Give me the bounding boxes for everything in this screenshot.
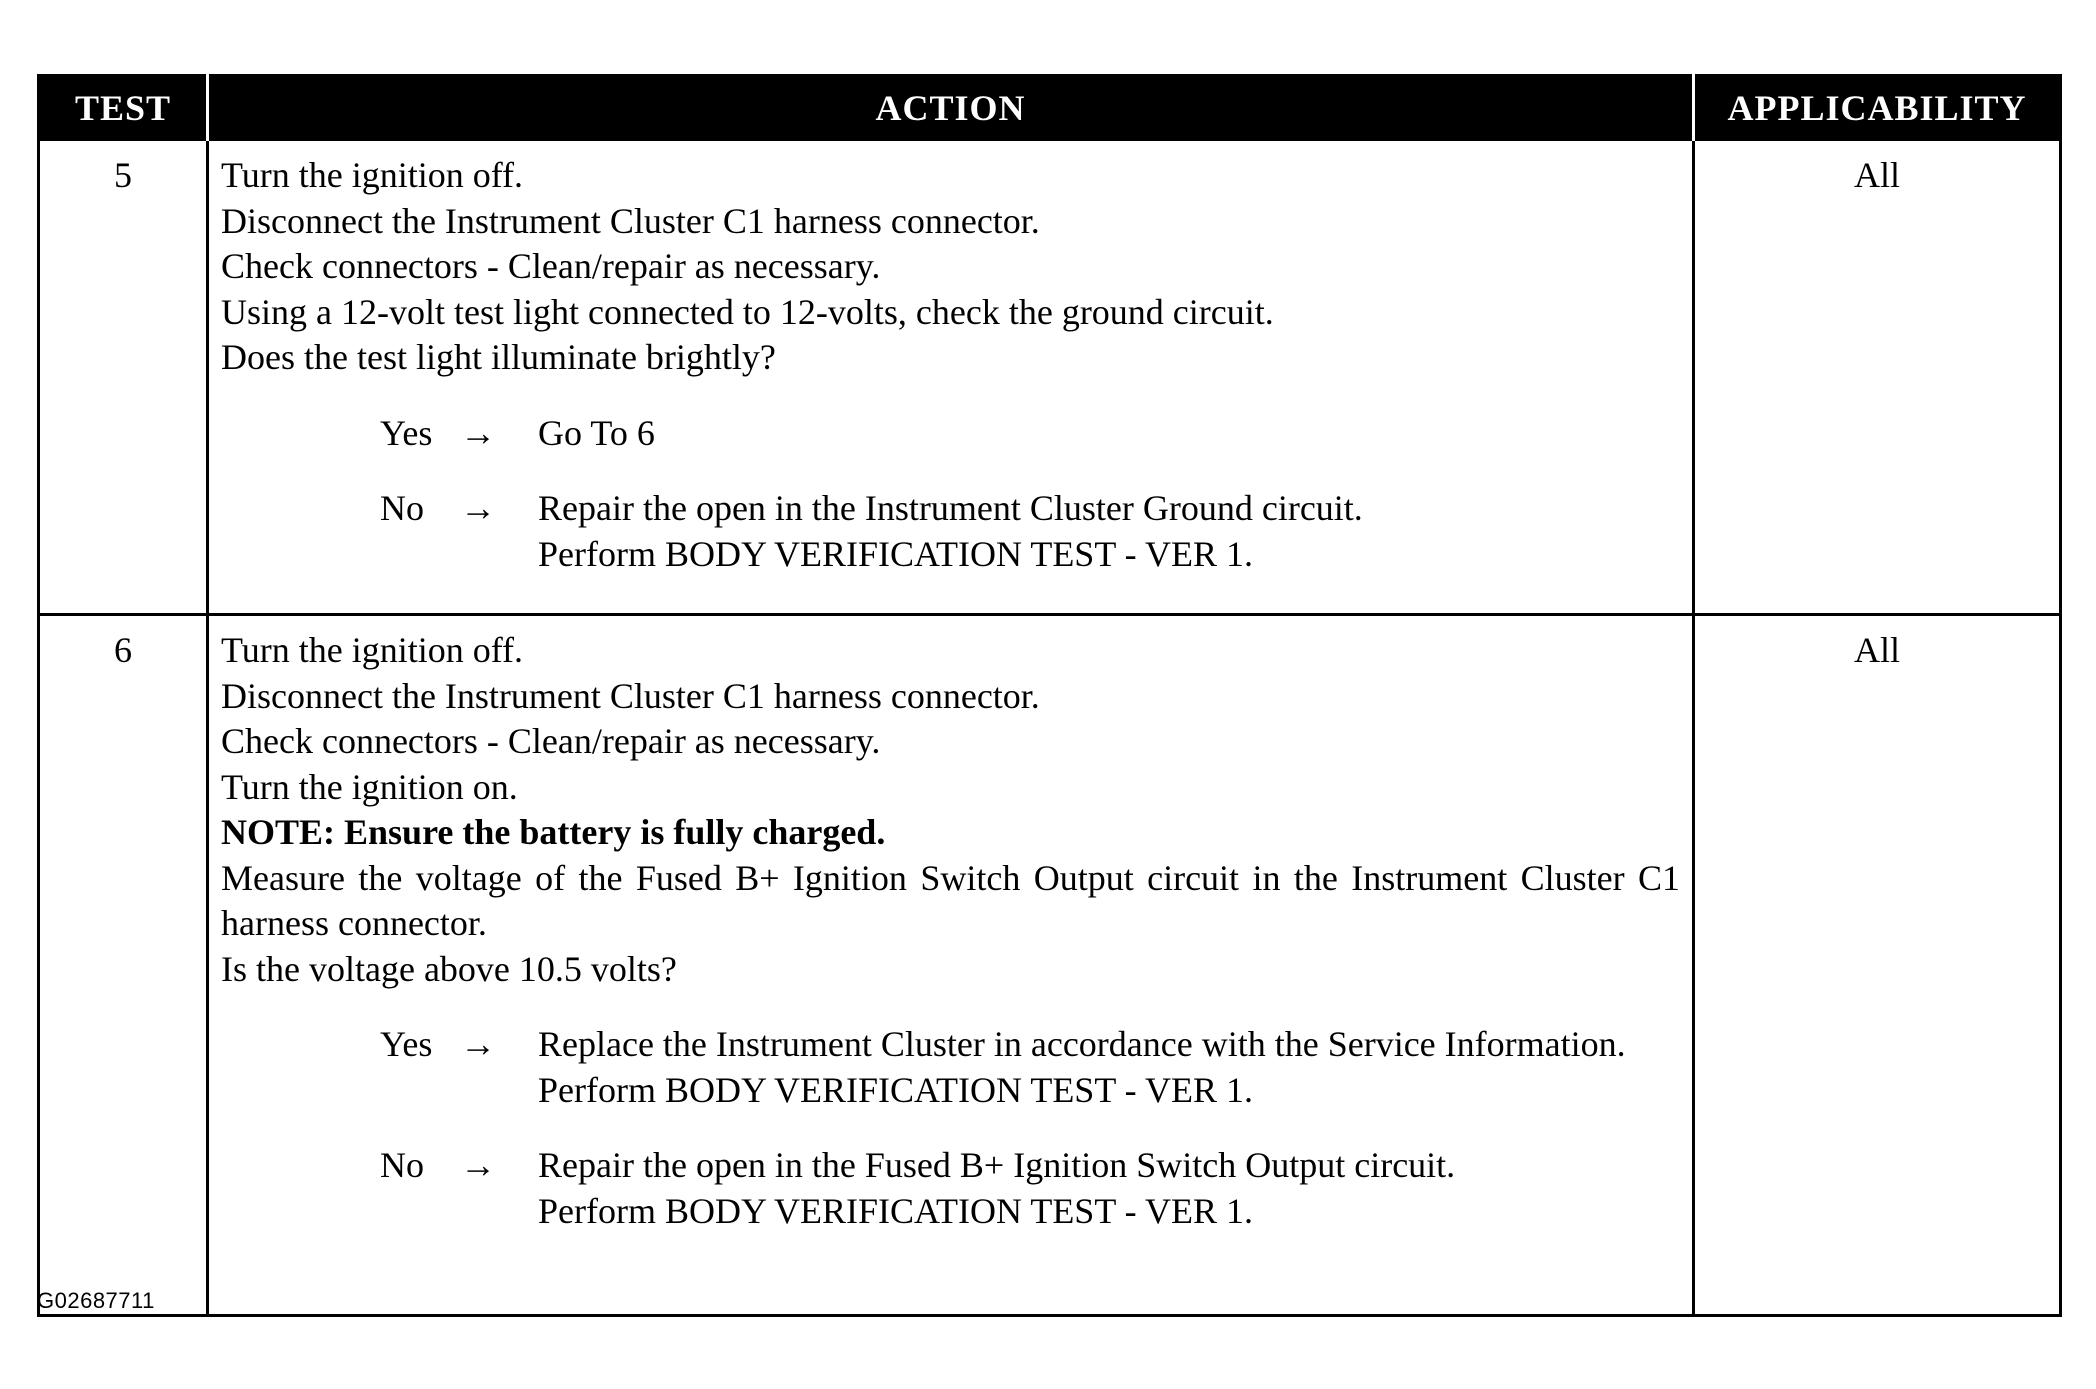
result-line: Perform BODY VERIFICATION TEST - VER 1.: [538, 533, 1254, 574]
no-label: No: [380, 488, 424, 528]
action-step: Turn the ignition off.: [221, 155, 524, 195]
result-line: Perform BODY VERIFICATION TEST - VER 1.: [538, 1190, 1254, 1231]
action-cell: [208, 615, 1694, 1316]
diagnostic-test-table: [37, 74, 2062, 1317]
applicability-value: All: [1694, 615, 2061, 1316]
yes-label: Yes: [380, 1024, 433, 1064]
right-arrow-icon: →: [460, 1024, 496, 1064]
yes-result: [538, 1022, 1680, 1113]
action-step: Disconnect the Instrument Cluster C1 harness connector.: [221, 200, 1040, 241]
no-result: [538, 486, 1680, 577]
result-line: Repair the open in the Fused B+ Ignition Switch Output circuit.: [538, 1145, 1456, 1185]
right-arrow-icon: →: [460, 488, 496, 528]
yes-result: [538, 411, 1680, 457]
action-step: Using a 12-volt test light connected to 12-volts, check the ground circuit.: [221, 291, 1274, 332]
table-row-test-5: [39, 140, 2061, 615]
yes-outcome: [380, 411, 1680, 457]
header-applicability: APPLICABILITY: [1694, 76, 2061, 140]
result-line: Repair the open in the Instrument Cluster Ground circuit.: [538, 488, 1363, 528]
applicability-value: All: [1694, 140, 2061, 615]
action-question: Does the test light illuminate brightly?: [221, 337, 776, 377]
result-line: Replace the Instrument Cluster in accordance with the Service Information.: [538, 1024, 1626, 1064]
action-step: Disconnect the Instrument Cluster C1 harness connector.: [221, 675, 1040, 716]
header-action: ACTION: [208, 76, 1694, 140]
yes-outcome: [380, 1022, 1680, 1113]
action-step: Turn the ignition off.: [221, 630, 524, 670]
action-step: Measure the voltage of the Fused B+ Ignition Switch Output circuit in the Instrument Cluster C1 harness connector.: [221, 857, 1680, 943]
test-number: 6: [39, 615, 208, 1316]
no-outcome: [380, 1143, 1680, 1234]
figure-id: G02687711: [37, 1288, 155, 1313]
action-step: Check connectors - Clean/repair as necessary.: [221, 721, 881, 761]
no-result: [538, 1143, 1680, 1234]
no-outcome: [380, 486, 1680, 577]
action-cell: [208, 140, 1694, 615]
result-line: Go To 6: [538, 412, 655, 453]
table-header-row: [39, 76, 2061, 140]
yes-label: Yes: [380, 412, 433, 453]
action-question: Is the voltage above 10.5 volts?: [221, 948, 677, 989]
right-arrow-icon: →: [460, 1145, 496, 1185]
table-row-test-6: [39, 615, 2061, 1316]
test-number: 5: [39, 140, 208, 615]
note-text: NOTE: Ensure the battery is fully charged.: [221, 812, 886, 852]
action-step: Turn the ignition on.: [221, 766, 518, 807]
header-test: TEST: [39, 76, 208, 140]
no-label: No: [380, 1145, 424, 1185]
result-line: Perform BODY VERIFICATION TEST - VER 1.: [538, 1069, 1254, 1110]
right-arrow-icon: →: [460, 412, 496, 453]
action-step: Check connectors - Clean/repair as necessary.: [221, 246, 881, 286]
